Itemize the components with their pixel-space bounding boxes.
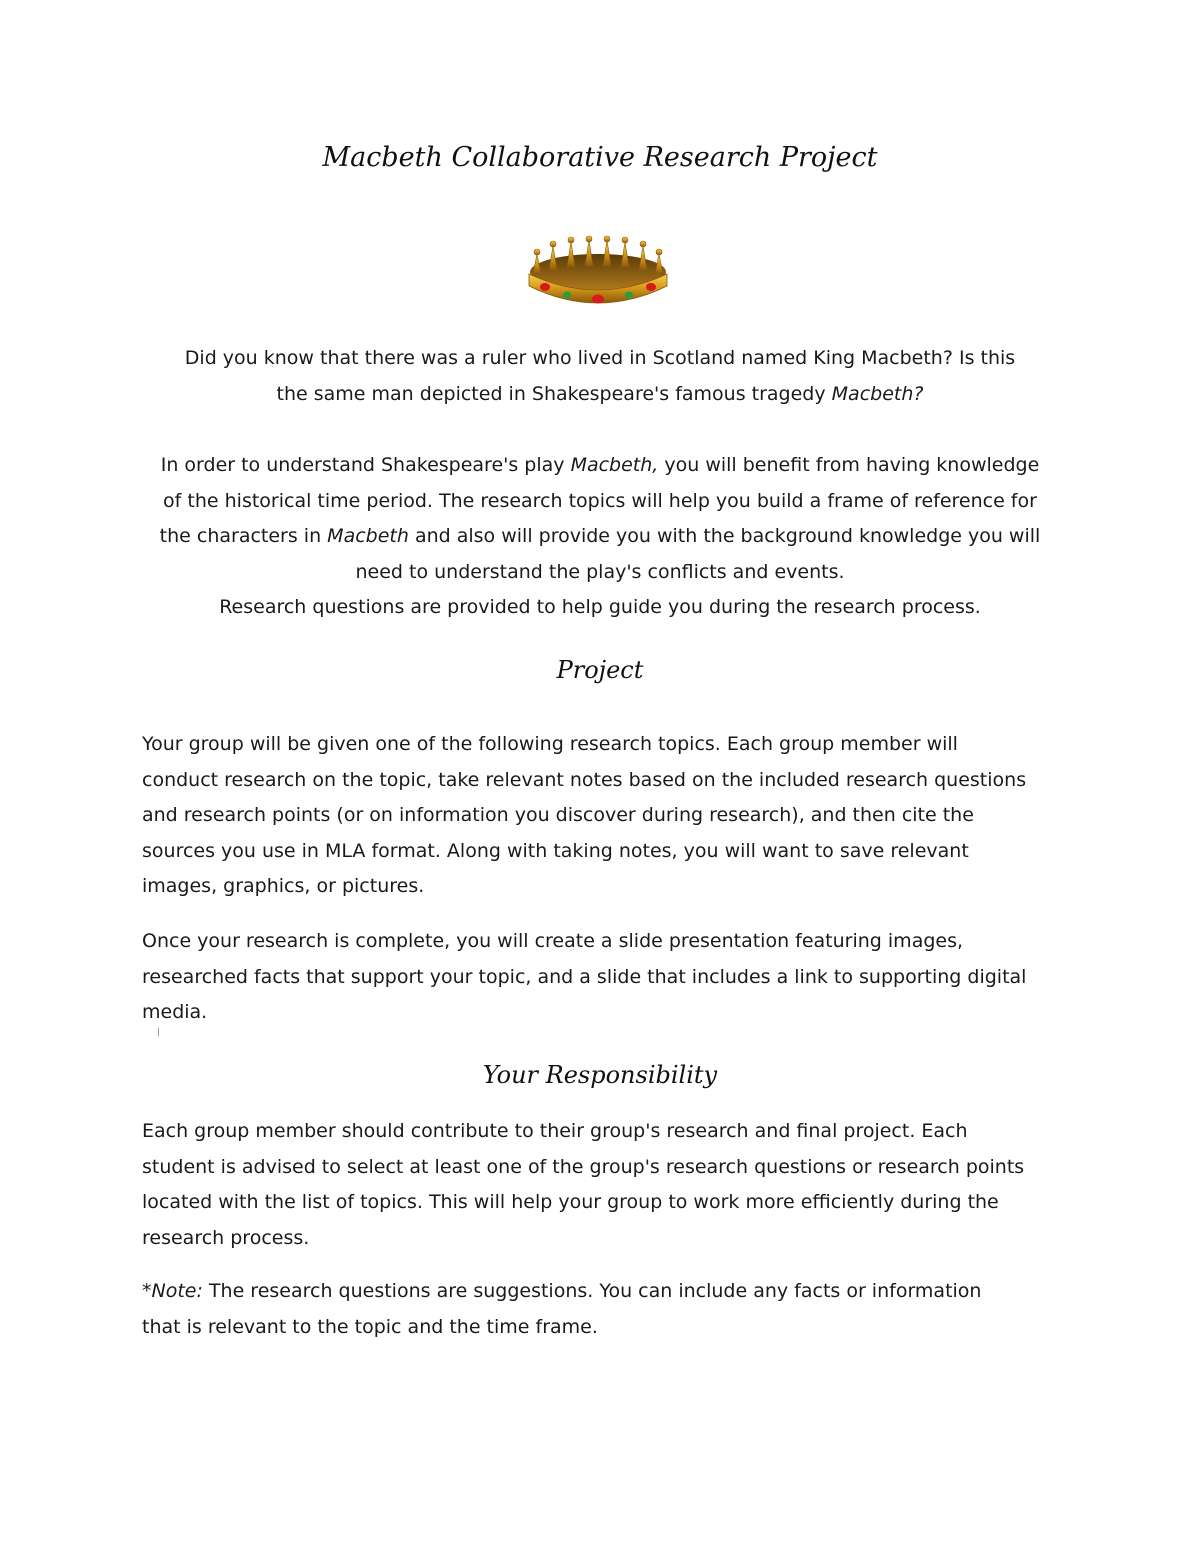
project-p1-line: Your group will be given one of the following research topics. Each group member will xyxy=(142,733,958,755)
purpose-line-5: Research questions are provided to help guide you during the research process. xyxy=(219,596,981,618)
responsibility-line: Each group member should contribute to their group's research and final project. Each xyxy=(142,1120,968,1142)
note-line-2: that is relevant to the topic and the time frame. xyxy=(142,1315,598,1338)
project-p1-line: conduct research on the topic, take relevant notes based on the included research questions xyxy=(142,768,1027,791)
responsibility-line: research process. xyxy=(142,1226,310,1249)
project-p2-line: media. xyxy=(142,1001,208,1023)
project-paragraph-2 xyxy=(142,924,1072,1031)
responsibility-line: located with the list of topics. This will help your group to work more efficiently during the xyxy=(142,1191,999,1213)
project-p1-line: sources you use in MLA format. Along with taking notes, you will want to save relevant xyxy=(142,839,969,862)
project-paragraph-1 xyxy=(142,727,1072,905)
note-label: *Note: xyxy=(142,1280,203,1302)
purpose-line-1: In order to understand Shakespeare's play Macbeth, you will benefit from having knowledge xyxy=(160,454,1040,476)
purpose-line-2: of the historical time period. The research topics will help you build a frame of reference for xyxy=(163,489,1037,512)
project-p1-line: and research points (or on information you discover during research), and then cite the xyxy=(142,804,974,826)
project-p1-line: images, graphics, or pictures. xyxy=(142,875,425,897)
intro-paragraph xyxy=(130,341,1070,412)
responsibility-heading: Your Responsibility xyxy=(482,1061,718,1089)
responsibility-line: student is advised to select at least one of the group's research questions or research points xyxy=(142,1155,1025,1178)
purpose-paragraph xyxy=(130,448,1070,626)
purpose-line-4: need to understand the play's conflicts and events. xyxy=(355,560,845,583)
responsibility-paragraph xyxy=(142,1114,1072,1256)
project-p2-line: Once your research is complete, you will create a slide presentation featuring images, xyxy=(142,930,964,952)
purpose-line-3: the characters in Macbeth and also will provide you with the background knowledge you will xyxy=(159,525,1041,547)
page-title: Macbeth Collaborative Research Project xyxy=(322,142,878,173)
stray-mark xyxy=(158,1028,159,1036)
intro-line-1: Did you know that there was a ruler who lived in Scotland named King Macbeth? Is this xyxy=(184,347,1016,369)
project-p2-line: researched facts that support your topic, and a slide that includes a link to supporting digital xyxy=(142,965,1027,988)
note-paragraph xyxy=(142,1274,1072,1345)
crown-icon xyxy=(523,234,673,312)
intro-line-2: the same man depicted in Shakespeare's famous tragedy Macbeth? xyxy=(276,382,924,405)
note-line-1: *Note: The research questions are suggestions. You can include any facts or information xyxy=(142,1280,982,1302)
project-heading: Project xyxy=(556,656,644,684)
